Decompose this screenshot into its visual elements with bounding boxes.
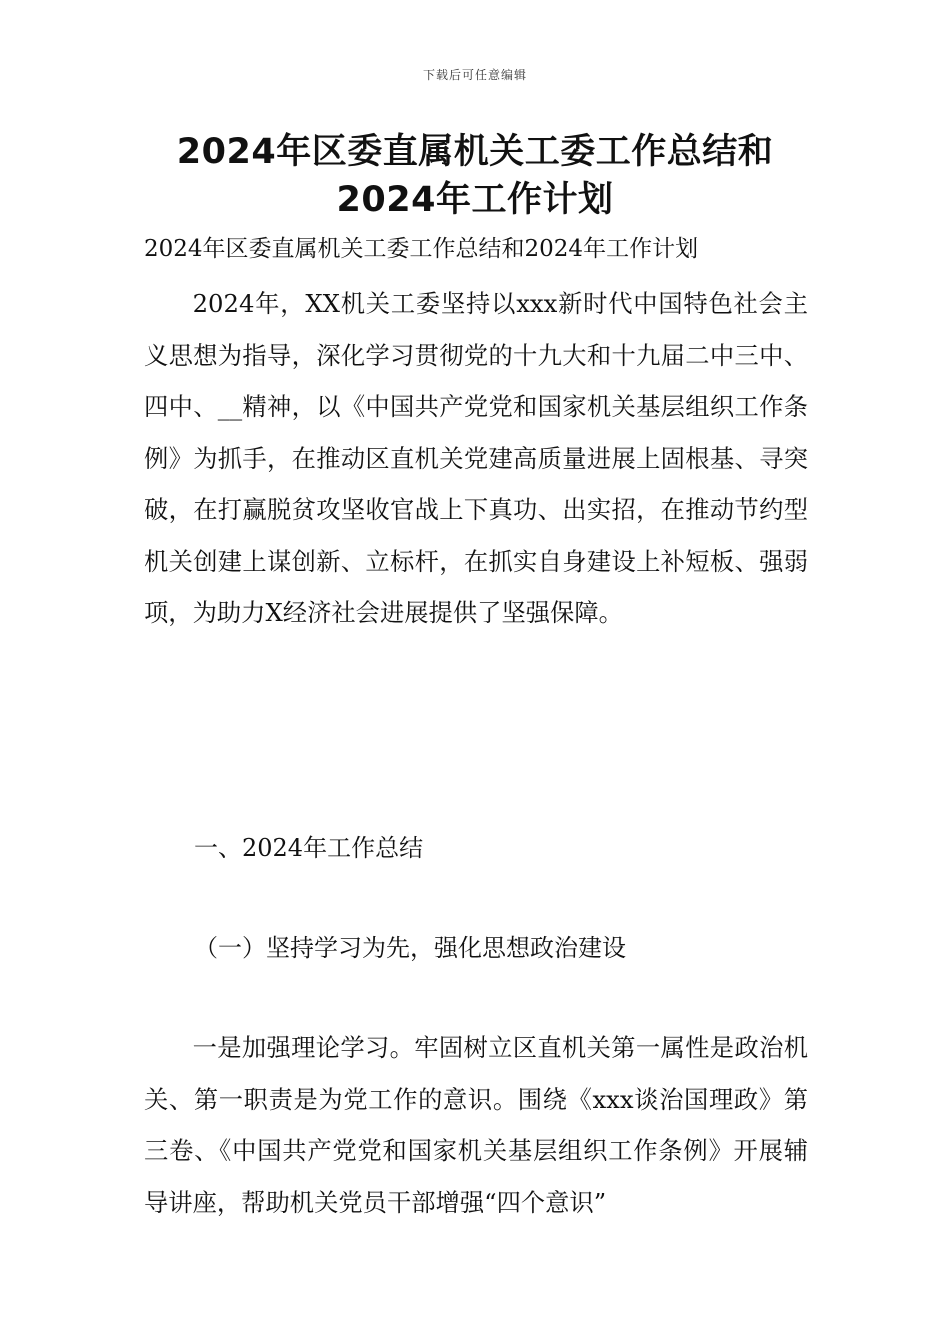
section-heading: 一、2024年工作总结	[194, 834, 424, 862]
body-paragraph: 一是加强理论学习。牢固树立区直机关第一属性是政治机关、第一职责是为党工作的意识。围绕《xxx谈治国理政》第三卷、《中国共产党党和国家机关基层组织工作条例》开展辅导讲座，帮助机关党员干部增强“四个意识”	[144, 1033, 808, 1217]
subsection-heading: （一）坚持学习为先，强化思想政治建设	[194, 934, 626, 962]
header-note: 下载后可任意编辑	[422, 68, 527, 82]
document-title: 2024年区委直属机关工委工作总结和2024年工作计划	[176, 132, 774, 220]
intro-paragraph: 2024年，XX机关工委坚持以xxx新时代中国特色社会主义思想为指导，深化学习贯彻党的十九大和十九届二中三中、四中、__精神，以《中国共产党党和国家机关基层组织工作条例》为抓手，在推动区直机关党建高质量进展上固根基、寻突破，在打赢脱贫攻坚收官战上下真功、出实招，在推动节约型机关创建上谋创新、立标杆，在抓实自身建设上补短板、强弱项，为助力X经济社会进展提供了坚强保障。	[144, 289, 808, 627]
document-subtitle: 2024年区委直属机关工委工作总结和2024年工作计划	[144, 236, 699, 262]
